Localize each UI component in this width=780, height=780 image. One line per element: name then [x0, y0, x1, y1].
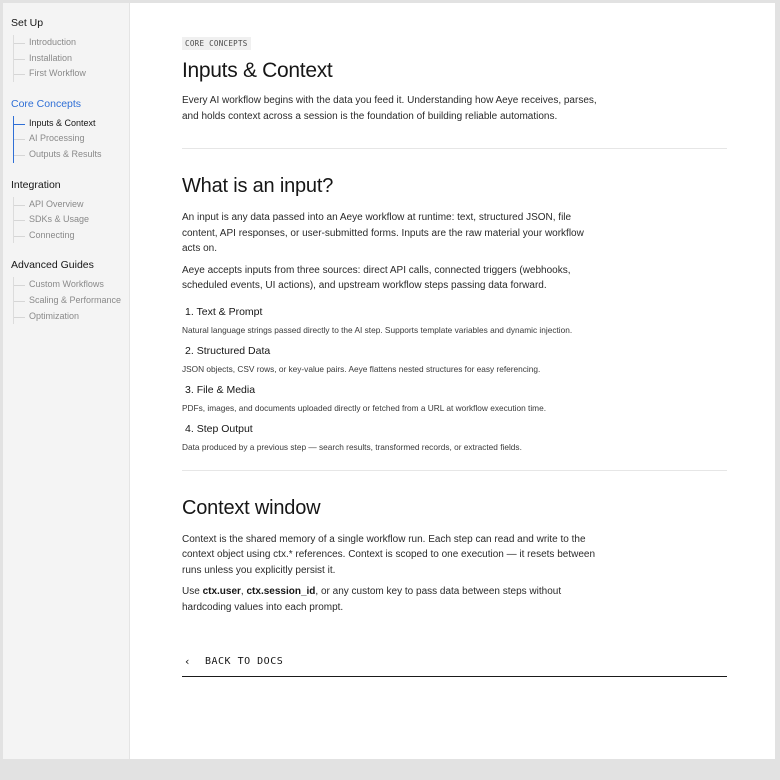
sidebar-item-connecting[interactable]: Connecting [14, 228, 129, 244]
sidebar-item-optimization[interactable]: Optimization [14, 309, 129, 325]
list-item-number: 2. [185, 344, 194, 357]
nav-section-title[interactable]: Integration [11, 178, 61, 191]
context-heading: Context window [182, 496, 321, 519]
list-item-title: File & Media [196, 383, 256, 396]
nav-section-title[interactable]: Set Up [11, 17, 44, 29]
list-item-description: Data produced by a previous step — search results, transformed records, or extracted fields. [182, 441, 522, 452]
sidebar-item-inputs-context[interactable]: Inputs & Context [14, 116, 129, 132]
sidebar-item-ai-processing[interactable]: AI Processing [14, 131, 129, 147]
list-item [182, 345, 727, 375]
text-segment: , [240, 586, 247, 597]
back-to-docs-label: BACK TO DOCS [205, 656, 284, 667]
input-heading: What is an input? [182, 175, 334, 197]
code-reference-ctx-user: ctx.user [202, 586, 241, 597]
list-item-title: Structured Data [196, 344, 271, 357]
text-segment: , or any custom key to pass data between steps without hardcoding values into each prompt. [182, 586, 562, 613]
nav-section-core-concepts [3, 96, 129, 163]
nav-section-integration [3, 177, 129, 244]
section-divider [182, 470, 727, 471]
docs-sidebar [3, 3, 130, 759]
list-item [182, 423, 727, 453]
list-item-title: Text & Prompt [196, 305, 263, 318]
list-item-title: Step Output [196, 422, 253, 435]
list-item-number: 4. [185, 422, 194, 435]
list-item-description: PDFs, images, and documents uploaded directly or fetched from a URL at workflow execution time. [182, 402, 547, 413]
nav-section-advanced-guides [3, 257, 129, 324]
input-type-list [182, 306, 727, 453]
code-reference-ctx-session-id: ctx.session_id [246, 586, 316, 597]
list-item-number: 3. [185, 383, 194, 396]
context-paragraph: Context is the shared memory of a single workflow run. Each step can read and write to the context object using ctx.* references. Context is scoped to one execution — it resets between runs unless you explicitly persist it. [182, 533, 596, 576]
sidebar-item-outputs-results[interactable]: Outputs & Results [14, 147, 129, 163]
list-item-number: 1. [185, 305, 194, 318]
input-paragraph: An input is any data passed into an Aeye workflow at runtime: text, structured JSON, file content, API responses, or user-submitted forms. Inputs are the raw material your workflow acts on. [182, 212, 584, 254]
list-item-description: JSON objects, CSV rows, or key-value pairs. Aeye flattens nested structures for easy referencing. [182, 363, 541, 374]
intro-paragraph: Every AI workflow begins with the data you feed it. Understanding how Aeye receives, parses, and holds context across a session is the foundation of building reliable automations. [182, 95, 597, 122]
sidebar-item-custom-workflows[interactable]: Custom Workflows [14, 277, 129, 293]
section-divider [182, 148, 727, 149]
sidebar-item-installation[interactable]: Installation [14, 51, 129, 67]
list-item [182, 384, 727, 414]
main-content [130, 3, 775, 759]
list-item [182, 306, 727, 336]
sidebar-item-api-overview[interactable]: API Overview [14, 197, 129, 213]
app-frame [3, 3, 775, 759]
input-sources-paragraph: Aeye accepts inputs from three sources: direct API calls, connected triggers (webhooks, scheduled events, UI actions), and upstream workflow steps passing data forward. [182, 264, 571, 291]
sidebar-item-scaling-performance[interactable]: Scaling & Performance [14, 293, 129, 309]
back-to-docs-link[interactable] [182, 655, 727, 677]
text-segment: Use [182, 586, 203, 597]
nav-section-title[interactable]: Advanced Guides [11, 259, 94, 272]
sidebar-item-introduction[interactable]: Introduction [14, 35, 129, 51]
chevron-left-icon: ‹ [185, 655, 190, 668]
nav-section-set-up [3, 15, 129, 82]
sidebar-item-sdks-usage[interactable]: SDKs & Usage [14, 212, 129, 228]
list-item-description: Natural language strings passed directly to the AI step. Supports template variables and dynamic injection. [182, 324, 573, 335]
section-eyebrow: CORE CONCEPTS [182, 37, 251, 50]
page-title: Inputs & Context [182, 59, 333, 82]
nav-section-title[interactable]: Core Concepts [11, 97, 82, 110]
context-usage-paragraph [182, 584, 607, 615]
sidebar-item-first-workflow[interactable]: First Workflow [14, 66, 129, 82]
